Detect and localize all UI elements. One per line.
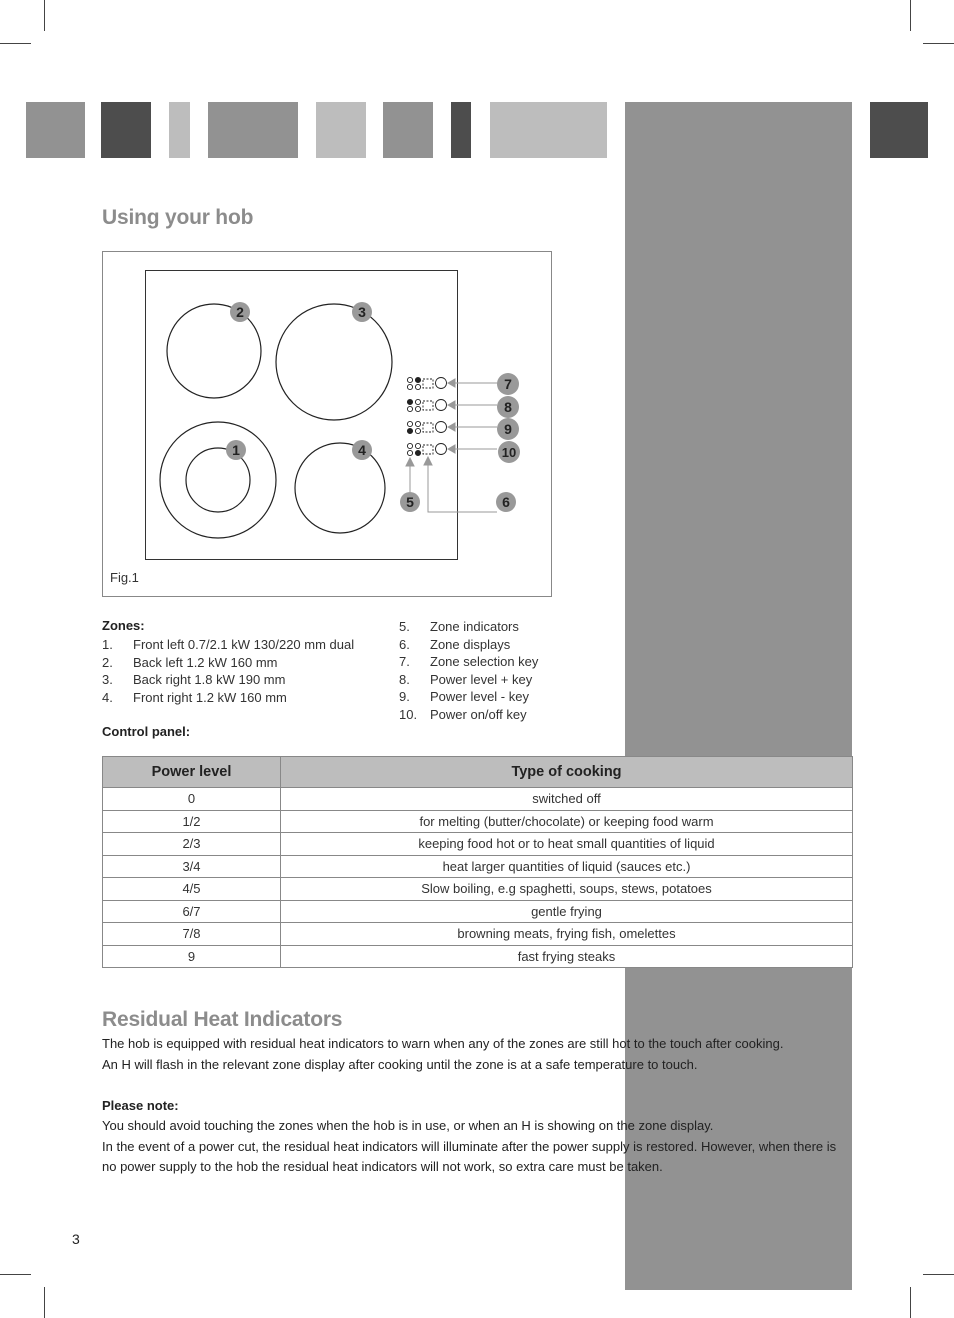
control-number: 8 — [504, 399, 512, 415]
table-header-row — [103, 757, 853, 788]
table-cell: gentle frying — [281, 900, 853, 923]
color-band — [870, 102, 928, 158]
table-row — [103, 833, 853, 856]
zone-badge-2 — [230, 302, 250, 322]
zone-number: 2 — [236, 304, 244, 320]
list-item: 9. Power level - key — [399, 689, 529, 705]
table-row — [103, 900, 853, 923]
crop-mark — [923, 43, 954, 44]
column-header: Type of cooking — [281, 757, 853, 788]
grey-sidebar — [625, 102, 852, 1290]
table-cell: 1/2 — [103, 810, 281, 833]
list-item: 4. Front right 1.2 kW 160 mm — [102, 689, 287, 705]
zone-number: 3 — [358, 304, 366, 320]
zone-number: 1 — [232, 442, 240, 458]
column-header: Power level — [103, 757, 281, 788]
zone-badge-1 — [226, 440, 246, 460]
color-band — [316, 102, 366, 158]
crop-mark — [0, 43, 31, 44]
control-badge-6 — [496, 492, 516, 512]
table-cell: keeping food hot or to heat small quantities of liquid — [281, 833, 853, 856]
zone-badge-3 — [352, 302, 372, 322]
list-item: 2. Back left 1.2 kW 160 mm — [102, 654, 278, 670]
control-panel-label: Control panel: — [102, 724, 191, 739]
table-row — [103, 878, 853, 901]
text-line: An H will flash in the relevant zone display after cooking until the zone is at a safe temperature to touch. — [102, 1057, 698, 1072]
table-cell: heat larger quantities of liquid (sauces etc.) — [281, 855, 853, 878]
crop-mark — [44, 0, 45, 31]
zone-number: 4 — [358, 442, 366, 458]
list-item: 6. Zone displays — [399, 636, 511, 652]
control-number: 5 — [406, 494, 414, 510]
color-band — [490, 102, 607, 158]
control-badge-8 — [497, 396, 519, 418]
table-cell: 2/3 — [103, 833, 281, 856]
crop-mark — [910, 1287, 911, 1318]
control-badge-10 — [498, 441, 520, 463]
list-item: 7. Zone selection key — [399, 654, 539, 670]
table-cell: 7/8 — [103, 923, 281, 946]
crop-mark — [0, 1274, 31, 1275]
zones-heading: Zones: — [102, 618, 145, 633]
note-label: Please note: — [102, 1098, 179, 1113]
table-cell: Slow boiling, e.g spaghetti, soups, stews, potatoes — [281, 878, 853, 901]
zones-list — [102, 636, 354, 706]
table-row — [103, 855, 853, 878]
text-line: You should avoid touching the zones when the hob is in use, or when an H is showing on the zone display. — [102, 1118, 714, 1133]
control-number: 10 — [501, 445, 517, 460]
list-item: 3. Back right 1.8 kW 190 mm — [102, 672, 286, 688]
list-item: 1. Front left 0.7/2.1 kW 130/220 mm dual — [102, 637, 355, 652]
table-cell: 3/4 — [103, 855, 281, 878]
controls-list — [399, 618, 538, 724]
text-line: In the event of a power cut, the residual heat indicators will illuminate after the power supply is restored. However, when there is no power supply to the hob the residual heat indicators will not work, so extra care must be taken. — [102, 1138, 837, 1174]
table-cell: fast frying steaks — [281, 945, 853, 968]
list-item: 8. Power level + key — [399, 671, 533, 687]
table-row — [103, 810, 853, 833]
crop-mark — [44, 1287, 45, 1318]
color-band — [208, 102, 298, 158]
control-number: 6 — [502, 494, 510, 510]
table-cell: browning meats, frying fish, omelettes — [281, 923, 853, 946]
color-band — [451, 102, 471, 158]
table-cell: 9 — [103, 945, 281, 968]
power-level-table — [102, 756, 853, 968]
color-band — [26, 102, 85, 158]
table-cell: switched off — [281, 788, 853, 811]
color-band — [101, 102, 151, 158]
table-cell: 4/5 — [103, 878, 281, 901]
color-band — [169, 102, 190, 158]
control-number: 9 — [504, 421, 512, 437]
hob-diagram — [103, 252, 551, 596]
crop-mark — [910, 0, 911, 31]
table-row — [103, 945, 853, 968]
list-item: 10. Power on/off key — [399, 706, 527, 722]
zone-badge-4 — [352, 440, 372, 460]
table-cell: 6/7 — [103, 900, 281, 923]
crop-mark — [923, 1274, 954, 1275]
note-paragraph — [102, 1116, 862, 1178]
table-row — [103, 923, 853, 946]
control-badge-7 — [497, 373, 519, 395]
paragraph — [102, 1033, 862, 1075]
control-badge-5 — [400, 492, 420, 512]
control-number: 7 — [504, 376, 512, 392]
hob-figure — [102, 251, 552, 597]
table-cell: 0 — [103, 788, 281, 811]
list-item: 5. Zone indicators — [399, 619, 519, 634]
table-cell: for melting (butter/chocolate) or keeping food warm — [281, 810, 853, 833]
figure-caption: Fig.1 — [110, 570, 139, 585]
text-line: The hob is equipped with residual heat indicators to warn when any of the zones are still hot to the touch after cooking. — [102, 1036, 784, 1051]
control-badge-9 — [497, 418, 519, 440]
color-band — [383, 102, 433, 158]
table-row — [103, 788, 853, 811]
section-title: Using your hob — [102, 206, 254, 229]
section-title: Residual Heat Indicators — [102, 1008, 343, 1031]
page-number: 3 — [72, 1231, 80, 1247]
